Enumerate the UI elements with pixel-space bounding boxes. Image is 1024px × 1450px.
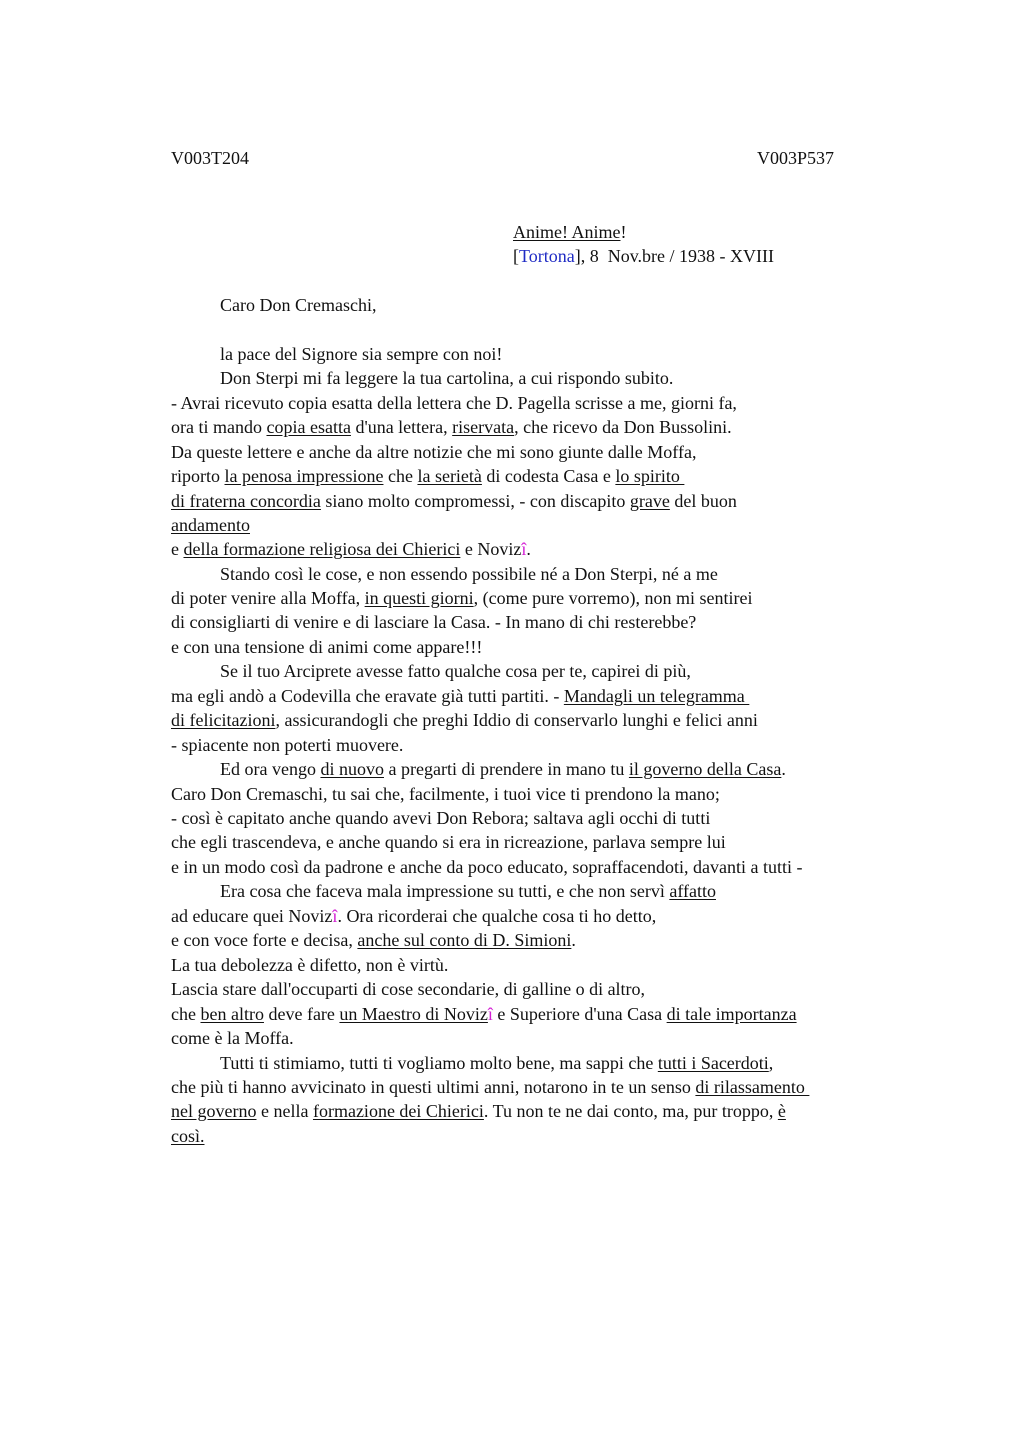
body-line-15	[171, 685, 749, 707]
text-segment: e nella	[256, 1101, 313, 1121]
body-line-22: e in un modo così da padrone e anche da poco educato, sopraffacendoti, davanti a tutti -	[171, 857, 803, 877]
body-line-2: Don Sterpi mi fa leggere la tua cartolina, a cui rispondo subito.	[220, 368, 674, 388]
text-segment: e Superiore d'una Casa	[492, 1004, 667, 1024]
underlined-segment: copia esatta	[266, 417, 351, 437]
text-segment: , (come pure vorremo), non mi sentirei	[473, 588, 753, 608]
body-line-13: e con una tensione di animi come appare!!!	[171, 637, 483, 657]
underlined-segment: anche sul conto di D. Simioni	[357, 930, 572, 950]
body-line-23	[220, 880, 716, 902]
underlined-segment: grave	[629, 491, 670, 511]
text-segment: che	[383, 466, 418, 486]
document-ref-left: V003T204	[171, 148, 249, 168]
underlined-segment: ben altro	[200, 1004, 264, 1024]
text-segment: e Noviz	[460, 539, 522, 559]
text-segment: riporto	[171, 466, 225, 486]
body-line-19: Caro Don Cremaschi, tu sai che, facilmente, i tuoi vice ti prendono la mano;	[171, 784, 720, 804]
document-ref-right: V003P537	[757, 148, 835, 168]
underlined-segment: affatto	[669, 881, 716, 901]
body-line-10: Stando così le cose, e non essendo possibile né a Don Sterpi, né a me	[220, 564, 718, 584]
underlined-segment: di felicitazioni	[171, 710, 276, 730]
underlined-segment: di rilassamento	[695, 1077, 810, 1097]
text-segment: a pregarti di prendere in mano tu	[383, 759, 629, 779]
underlined-segment: così.	[171, 1126, 205, 1146]
text-segment: che	[171, 1004, 201, 1024]
underlined-segment: riservata	[452, 417, 515, 437]
body-line-12: di consigliarti di venire e di lasciare la Casa. - In mano di chi resterebbe?	[171, 612, 697, 632]
text-segment: deve fare	[263, 1004, 340, 1024]
text-segment: .	[571, 930, 576, 950]
text-segment: ,	[768, 1053, 774, 1073]
body-line-18	[220, 758, 786, 780]
body-line-4	[171, 416, 732, 438]
underlined-segment: in questi giorni	[364, 588, 474, 608]
underlined-segment: la penosa impressione	[224, 466, 384, 486]
underlined-segment: di fraterna concordia	[171, 491, 321, 511]
body-line-27: Lascia stare dall'occuparti di cose secondarie, di galline o di altro,	[171, 979, 646, 999]
text-segment: d'una lettera,	[350, 417, 453, 437]
body-line-28	[171, 1003, 797, 1025]
body-line-25	[171, 929, 576, 951]
heading-motto	[513, 221, 626, 243]
text-segment: ad educare quei Noviz	[171, 906, 333, 926]
body-line-31	[171, 1076, 809, 1098]
text-segment: Ed ora vengo	[220, 759, 321, 779]
motto-text: Anime! Anime	[513, 222, 621, 242]
salutation: Caro Don Cremaschi,	[220, 295, 377, 315]
body-line-24	[171, 905, 656, 927]
body-line-1: la pace del Signore sia sempre con noi!	[220, 344, 503, 364]
motto-end: !	[620, 222, 627, 242]
date-text: ], 8 Nov.bre / 1938 - XVIII	[574, 246, 775, 266]
text-segment: .	[526, 539, 531, 559]
editorial-mark: î	[487, 1004, 493, 1024]
text-segment: , che ricevo da Don Bussolini.	[514, 417, 732, 437]
text-segment: , assicurandogli che preghi Iddio di conservarlo lunghi e felici anni	[275, 710, 758, 730]
text-segment: . Tu non te ne dai conto, ma, pur troppo,	[483, 1101, 778, 1121]
body-line-6	[171, 465, 684, 487]
editorial-mark: î	[521, 539, 527, 559]
place-name: Tortona	[519, 246, 575, 266]
text-segment: . Ora ricorderai che qualche cosa ti ho detto,	[337, 906, 657, 926]
underlined-segment: nel governo	[171, 1101, 257, 1121]
body-line-17: - spiacente non poterti muovere.	[171, 735, 404, 755]
text-segment: e con voce forte e decisa,	[171, 930, 358, 950]
text-segment: .	[781, 759, 786, 779]
editorial-mark: î	[332, 906, 338, 926]
underlined-segment: Mandagli un telegramma	[563, 686, 750, 706]
body-line-21: che egli trascendeva, e anche quando si era in ricreazione, parlava sempre lui	[171, 832, 726, 852]
underlined-segment: di nuovo	[320, 759, 384, 779]
body-line-8	[171, 514, 250, 536]
body-line-3: - Avrai ricevuto copia esatta della lettera che D. Pagella scrisse a me, giorni fa,	[171, 393, 737, 413]
text-segment: del buon	[669, 491, 737, 511]
text-segment: di poter venire alla Moffa,	[171, 588, 365, 608]
body-line-32	[171, 1100, 786, 1122]
heading-date	[513, 245, 774, 267]
body-line-9	[171, 538, 531, 560]
body-line-30	[220, 1052, 773, 1074]
body-line-14: Se il tuo Arciprete avesse fatto qualche cosa per te, capirei di più,	[220, 661, 691, 681]
text-segment: ma egli andò a Codevilla che eravate già tutti partiti. -	[171, 686, 564, 706]
body-line-29: come è la Moffa.	[171, 1028, 294, 1048]
body-line-11	[171, 587, 753, 609]
underlined-segment: è	[777, 1101, 786, 1121]
text-segment: Era cosa che faceva mala impressione su tutti, e che non servì	[220, 881, 670, 901]
text-segment: che più ti hanno avvicinato in questi ultimi anni, notarono in te un senso	[171, 1077, 696, 1097]
text-segment: Tutti ti stimiamo, tutti ti vogliamo molto bene, ma sappi che	[220, 1053, 658, 1073]
body-line-26: La tua debolezza è difetto, non è virtù.	[171, 955, 449, 975]
body-line-5: Da queste lettere e anche da altre notizie che mi sono giunte dalle Moffa,	[171, 442, 697, 462]
body-line-7	[171, 490, 737, 512]
underlined-segment: lo spirito	[615, 466, 685, 486]
body-line-33	[171, 1125, 205, 1147]
text-segment: ora ti mando	[171, 417, 267, 437]
body-line-20: - così è capitato anche quando avevi Don Rebora; saltava agli occhi di tutti	[171, 808, 711, 828]
underlined-segment: tutti i Sacerdoti	[657, 1053, 769, 1073]
underlined-segment: di tale importanza	[666, 1004, 797, 1024]
underlined-segment: il governo della Casa	[628, 759, 782, 779]
text-segment: di codesta Casa e	[481, 466, 616, 486]
underlined-segment: un Maestro di Noviz	[339, 1004, 488, 1024]
body-line-16	[171, 709, 758, 731]
text-segment: siano molto compromessi, - con discapito	[320, 491, 630, 511]
underlined-segment: della formazione religiosa dei Chierici	[183, 539, 461, 559]
underlined-segment: andamento	[171, 515, 250, 535]
place-open: [	[513, 246, 519, 266]
underlined-segment: formazione dei Chierici	[312, 1101, 484, 1121]
text-segment: e	[171, 539, 184, 559]
underlined-segment: la serietà	[417, 466, 482, 486]
